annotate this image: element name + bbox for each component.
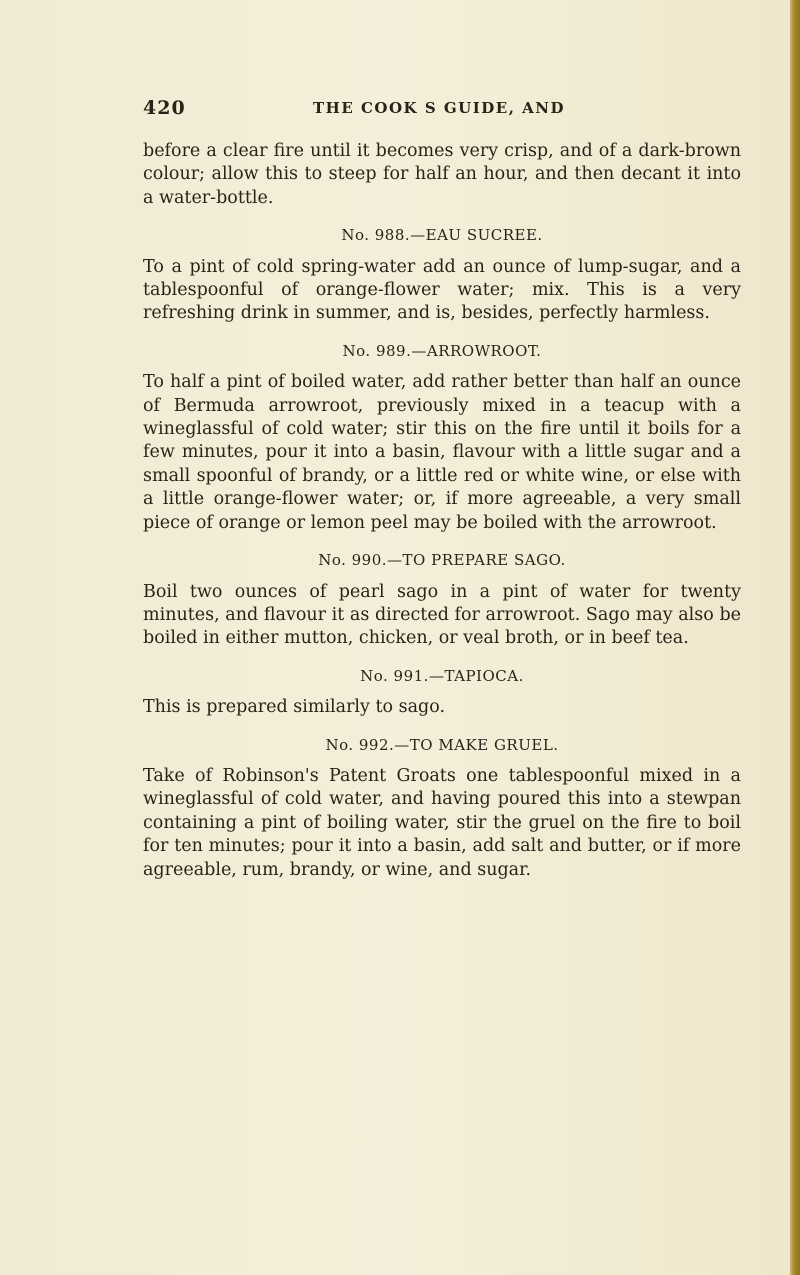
page-body bbox=[143, 140, 741, 882]
recipe-heading-992: No. 992.—TO MAKE GRUEL. bbox=[325, 735, 559, 754]
recipe-body-990: Boil two ounces of pearl sago in a pint of water for twenty minutes, and flavour it as directed for arrowroot. Sago may also be boiled in either mutton, chicken, or veal broth, or in beef tea. bbox=[143, 581, 741, 649]
recipe-heading-990: No. 990.—TO PREPARE SAGO. bbox=[318, 551, 566, 570]
recipe-body-992: Take of Robinson's Patent Groats one tablespoonful mixed in a wineglassful of cold water, and having poured this into a stewpan containing a pint of boiling water, stir the gruel on the fire to boil for ten minutes; pour it into a basin, add salt and butter, or if more agreeable, rum, brandy, or wine, and sugar. bbox=[143, 765, 741, 880]
recipe-body-988: To a pint of cold spring-water add an ounce of lump-sugar, and a tablespoonful of orange-flower water; mix. This is a very refreshing drink in summer, and is, besides, perfectly harmless. bbox=[143, 256, 741, 324]
recipe-heading-989: No. 989.—ARROWROOT. bbox=[342, 341, 542, 360]
recipe-body-991: This is prepared similarly to sago. bbox=[143, 697, 446, 718]
page-number: 420 bbox=[143, 97, 186, 119]
page-header bbox=[143, 97, 703, 119]
running-head: THE COOK S GUIDE, AND bbox=[313, 99, 566, 117]
recipe-heading-988: No. 988.—EAU SUCREE. bbox=[341, 226, 543, 245]
recipe-heading-991: No. 991.—TAPIOCA. bbox=[360, 666, 524, 685]
page-edge bbox=[790, 0, 800, 1275]
intro-paragraph: before a clear fire until it becomes very crisp, and of a dark-brown colour; allow this to steep for half an hour, and then decant it into a water-bottle. bbox=[143, 141, 741, 208]
recipe-body-989: To half a pint of boiled water, add rather better than half an ounce of Bermuda arrowroot, previously mixed in a teacup with a wineglassful of cold water; stir this on the fire until it boils for a few minutes, pour it into a basin, flavour with a little sugar and a small spoonful of brandy, or a little red or white wine, or else with a little orange-flower water; or, if more agreeable, a very small piece of orange or lemon peel may be boiled with the arrowroot. bbox=[143, 372, 741, 533]
